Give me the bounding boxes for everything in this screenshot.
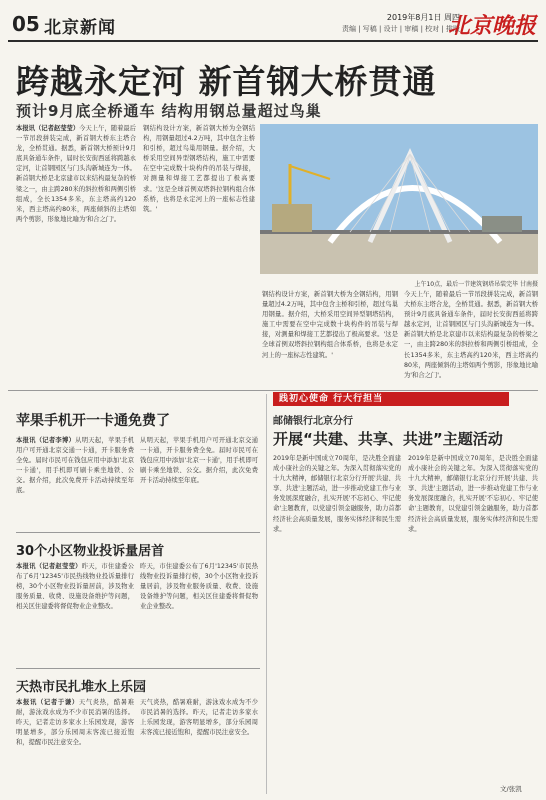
article-3-title: 天热市民扎堆水上乐园 bbox=[16, 680, 147, 695]
photo-caption: 上午10点，最后一节建筑钢塔吊装完毕 甘南摄 bbox=[414, 281, 538, 288]
article-1-body-cont: 从明天起，苹果手机用户可开通北京交通一卡通，开卡服务费全免。届时市民可在钱包应用中添加'北京一卡通'，用手机即可刷卡乘坐地铁、公交。据介绍，此次免费开卡活动持续至年底。 bbox=[140, 437, 258, 485]
lead-byline: 本报讯（记者赵莹莹） bbox=[16, 125, 80, 132]
article-3-column-1 bbox=[16, 698, 134, 794]
article-divider-2 bbox=[16, 668, 260, 669]
article-3-column-2 bbox=[140, 698, 258, 794]
article-1-title: 苹果手机开一卡通免费了 bbox=[16, 413, 170, 429]
date-line: 2019年8月1日 周四 bbox=[386, 13, 460, 22]
feature-kicker: 邮储银行北京分行 bbox=[273, 416, 353, 427]
editors-line: 责编 | 写稿 | 设计 | 审稿 | 校对 | 排版 bbox=[341, 25, 460, 33]
lead-subhead: 预计9月底全桥通车 结构用钢总量超过鸟巢 bbox=[16, 102, 322, 120]
article-divider-1 bbox=[16, 532, 260, 533]
article-2-body: 昨天，市住建委公布了6月'12345'市民热线物业投诉量排行榜，30个小区物业投诉量居前，涉及物业服务质量、收费、设施设备维护等问题，相关区住建委将督促物业企业整改。 bbox=[16, 563, 134, 611]
feature-signoff: 文/张凯 bbox=[500, 785, 522, 793]
feature-body-cont: 2019年是新中国成立70周年，是决胜全面建成小康社会的关键之年。为深入贯彻落实党的十九大精神，邮储银行北京分行开展'共建、共享、共进'主题活动，进一步推动党建工作与业务发展深度融合，扎实开展'不忘初心、牢记使命'主题教育，以党建引领金融服务，助力首都经济社会高质量发展，服务实体经济和民生需求。 bbox=[408, 455, 538, 533]
newspaper-logo: 北京晚报 bbox=[447, 13, 536, 39]
feature-banner: 践初心使命 行大行担当 bbox=[273, 392, 509, 406]
feature-column-2 bbox=[408, 454, 538, 780]
lead-column-3 bbox=[262, 290, 398, 386]
lead-column-2-text: 钢结构设计方案，新首钢大桥为全钢结构，用钢量超过4.2万吨，其中包含主桥和引桥，超过鸟巢用钢量。据介绍，大桥采用空间异型钢塔结构，施工中需要在空中完成数十块构件的吊装与焊接，对测量和焊接工艺都提出了极高要求。'这是全球首例双塔斜拉钢构组合体系桥，也将是永定河上的一座标志性建筑。' bbox=[143, 125, 255, 213]
lead-column-4-text: 今天上午，随着最后一节吊段拼装完成，新首钢大桥东主塔合龙，全桥贯通。据悉，新首钢大桥预计9月底具备通车条件，届时长安街西延将跨越永定河，让首钢园区与门头沟新城连为一体。新首钢大桥是北京建市以来结构最复杂的桥梁之一，由主跨280米的斜拉桥和两侧引桥组成，全长1354多米，东主塔高约120米，西主塔高约80米，两座倾斜的主塔如两个剪影，形象地比喻为'和合之门'。 bbox=[404, 291, 538, 379]
article-2-byline: 本报讯（记者赵莹莹） bbox=[16, 563, 82, 570]
lead-headline: 跨越永定河 新首钢大桥贯通 bbox=[16, 62, 437, 101]
page-number: 05 bbox=[12, 12, 40, 36]
section-divider bbox=[8, 390, 538, 391]
lead-column-3-text: 钢结构设计方案，新首钢大桥为全钢结构，用钢量超过4.2万吨，其中包含主桥和引桥，超过鸟巢用钢量。据介绍，大桥采用空间异型钢塔结构，施工中需要在空中完成数十块构件的吊装与焊接，对测量和焊接工艺都提出了极高要求。'这是全球首例双塔斜拉钢构组合体系桥，也将是永定河上的一座标志性建筑。' bbox=[262, 291, 398, 359]
article-1-column-1 bbox=[16, 436, 134, 530]
article-1-column-2 bbox=[140, 436, 258, 530]
lead-column-1-text: 今天上午，随着最后一节吊段拼装完成，新首钢大桥东主塔合龙，全桥贯通。据悉，新首钢大桥预计9月底具备通车条件，届时长安街西延将跨越永定河，让首钢园区与门头沟新城连为一体。新首钢大桥是北京建市以来结构最复杂的桥梁之一，由主跨280米的斜拉桥和两侧引桥组成，全长1354多米，东主塔高约120米，西主塔高约80米，两座倾斜的主塔如两个剪影，形象地比喻为'和合之门'。 bbox=[16, 125, 136, 223]
article-3-body: 天气炎热，酷暑难耐，游泳戏水成为不少市民消暑的选择。昨天，记者走访多家水上乐园发现，游客明显增多，部分乐园周末客流已接近饱和，提醒市民注意安全。 bbox=[16, 699, 134, 747]
article-2-column-2 bbox=[140, 562, 258, 664]
lead-column-2 bbox=[143, 124, 255, 386]
lead-column-1 bbox=[16, 124, 136, 386]
lead-column-4 bbox=[404, 290, 538, 386]
page-header bbox=[8, 6, 538, 42]
feature-body: 2019年是新中国成立70周年，是决胜全面建成小康社会的关键之年。为深入贯彻落实党的十九大精神，邮储银行北京分行开展'共建、共享、共进'主题活动，进一步推动党建工作与业务发展深度融合，扎实开展'不忘初心、牢记使命'主题教育，以党建引领金融服务，助力首都经济社会高质量发展，服务实体经济和民生需求。 bbox=[273, 455, 401, 533]
article-2-column-1 bbox=[16, 562, 134, 664]
article-1-body: 从明天起，苹果手机用户可开通北京交通一卡通，开卡服务费全免。届时市民可在钱包应用中添加'北京一卡通'，用手机即可刷卡乘坐地铁、公交。据介绍，此次免费开卡活动持续至年底。 bbox=[16, 437, 134, 495]
feature-title: 开展“共建、共享、共进”主题活动 bbox=[273, 430, 503, 448]
article-3-body-cont: 天气炎热，酷暑难耐，游泳戏水成为不少市民消暑的选择。昨天，记者走访多家水上乐园发现，游客明显增多，部分乐园周末客流已接近饱和，提醒市民注意安全。 bbox=[140, 699, 258, 737]
section-title: 北京新闻 bbox=[44, 18, 116, 38]
article-2-body-cont: 昨天，市住建委公布了6月'12345'市民热线物业投诉量排行榜，30个小区物业投诉量居前，涉及物业服务质量、收费、设施设备维护等问题，相关区住建委将督促物业企业整改。 bbox=[140, 563, 258, 611]
bridge-photo bbox=[260, 124, 538, 274]
article-1-byline: 本报讯（记者李博） bbox=[16, 437, 76, 444]
bridge-illustration bbox=[260, 124, 538, 274]
feature-column-1 bbox=[273, 454, 401, 792]
article-2-title: 30个小区物业投诉量居首 bbox=[16, 544, 165, 559]
article-3-byline: 本报讯（记者于谦） bbox=[16, 699, 79, 706]
column-divider bbox=[266, 394, 267, 794]
